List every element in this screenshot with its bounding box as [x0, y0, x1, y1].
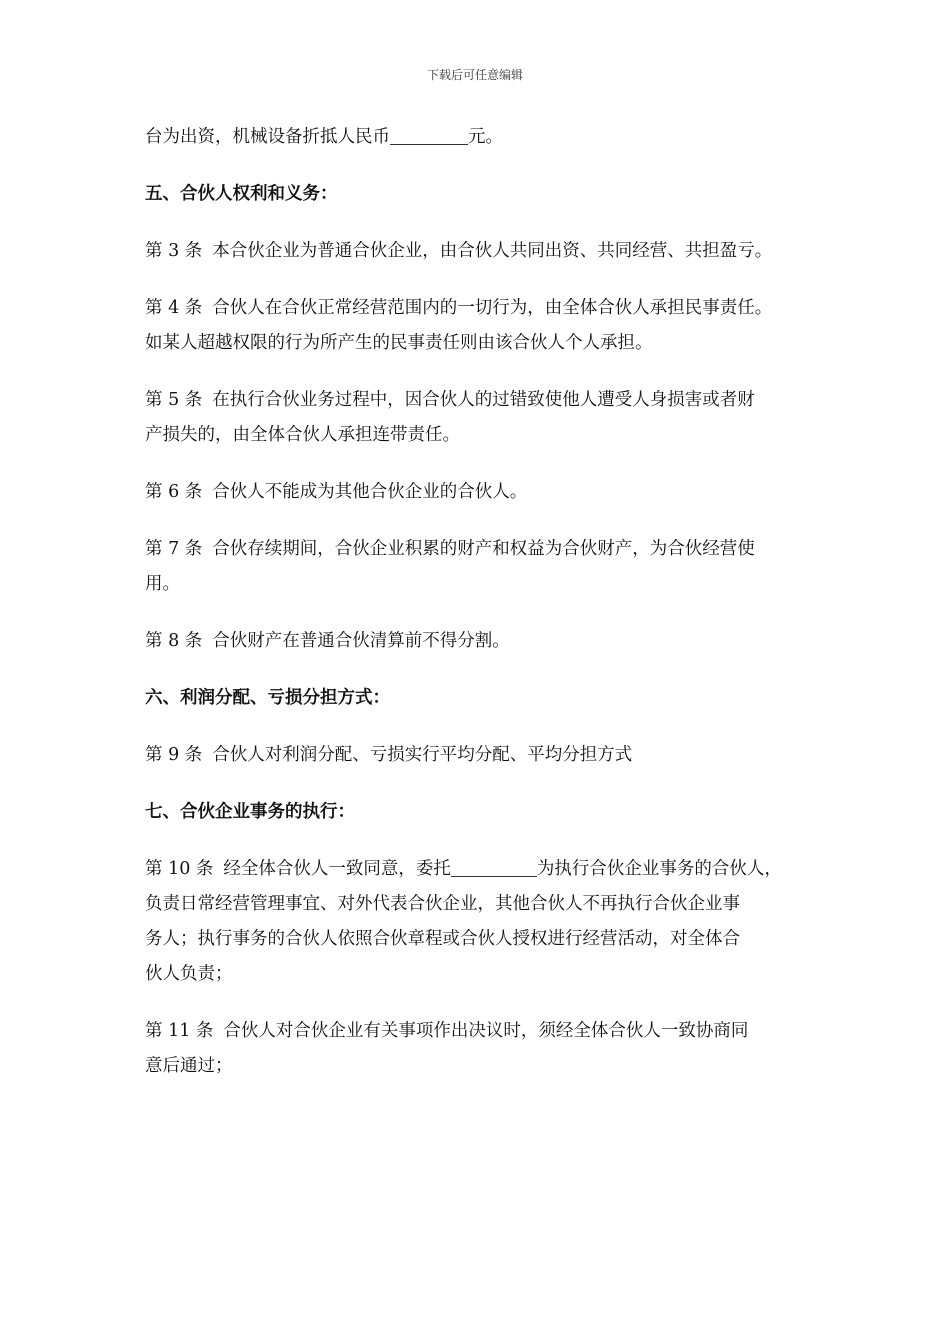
paragraph-text: 元。: [468, 127, 503, 147]
section-heading-6: [145, 681, 820, 716]
article-number: 第 5 条: [145, 390, 203, 410]
article-number: 第 8 条: [145, 631, 203, 651]
section-heading-5: [145, 177, 820, 212]
article-number: 第 4 条: [145, 298, 203, 318]
fill-in-blank[interactable]: [451, 859, 537, 878]
article-number: 第 11 条: [145, 1021, 214, 1041]
article-11: [145, 1014, 820, 1084]
article-10: [145, 852, 820, 992]
fill-in-blank[interactable]: [390, 127, 468, 146]
article-text: 用。: [145, 574, 180, 594]
article-7: [145, 532, 820, 602]
paragraph-capital: [145, 120, 820, 155]
heading-text: 七、合伙企业事务的执行：: [145, 802, 355, 822]
article-text: 合伙人在合伙正常经营范围内的一切行为，由全体合伙人承担民事责任。: [212, 298, 773, 318]
article-text: 合伙人不能成为其他合伙企业的合伙人。: [212, 482, 528, 502]
article-number: 第 3 条: [145, 241, 203, 261]
article-text: 合伙人对利润分配、亏损实行平均分配、平均分担方式: [212, 745, 633, 765]
article-5: [145, 383, 820, 453]
article-number: 第 10 条: [145, 859, 214, 879]
section-heading-7: [145, 795, 820, 830]
article-4: [145, 291, 820, 361]
article-9: [145, 738, 820, 773]
article-text: 本合伙企业为普通合伙企业，由合伙人共同出资、共同经营、共担盈亏。: [212, 241, 773, 261]
page-header: 下载后可任意编辑: [426, 68, 523, 82]
heading-text: 六、利润分配、亏损分担方式：: [145, 688, 390, 708]
article-text: 为执行合伙企业事务的合伙人，: [536, 859, 782, 879]
article-6: [145, 475, 820, 510]
article-text: 如某人超越权限的行为所产生的民事责任则由该合伙人个人承担。: [145, 333, 653, 353]
document-body: [145, 120, 820, 1106]
heading-text: 五、合伙人权利和义务：: [145, 184, 338, 204]
article-text: 负责日常经营管理事宜、对外代表合伙企业，其他合伙人不再执行合伙企业事: [145, 894, 740, 914]
article-number: 第 9 条: [145, 745, 203, 765]
article-text: 务人；执行事务的合伙人依照合伙章程或合伙人授权进行经营活动，对全体合: [145, 929, 740, 949]
article-3: [145, 234, 820, 269]
article-text: 合伙存续期间，合伙企业积累的财产和权益为合伙财产，为合伙经营使: [212, 539, 755, 559]
article-text: 合伙人对合伙企业有关事项作出决议时，须经全体合伙人一致协商同: [223, 1021, 749, 1041]
article-text: 伙人负责；: [145, 964, 233, 984]
article-text: 意后通过；: [145, 1056, 233, 1076]
article-number: 第 6 条: [145, 482, 203, 502]
paragraph-text: 台为出资，机械设备折抵人民币: [145, 127, 390, 147]
article-8: [145, 624, 820, 659]
article-text: 合伙财产在普通合伙清算前不得分割。: [212, 631, 510, 651]
article-text: 经全体合伙人一致同意，委托: [223, 859, 451, 879]
article-text: 产损失的，由全体合伙人承担连带责任。: [145, 425, 460, 445]
article-number: 第 7 条: [145, 539, 203, 559]
article-text: 在执行合伙业务过程中，因合伙人的过错致使他人遭受人身损害或者财: [212, 390, 755, 410]
